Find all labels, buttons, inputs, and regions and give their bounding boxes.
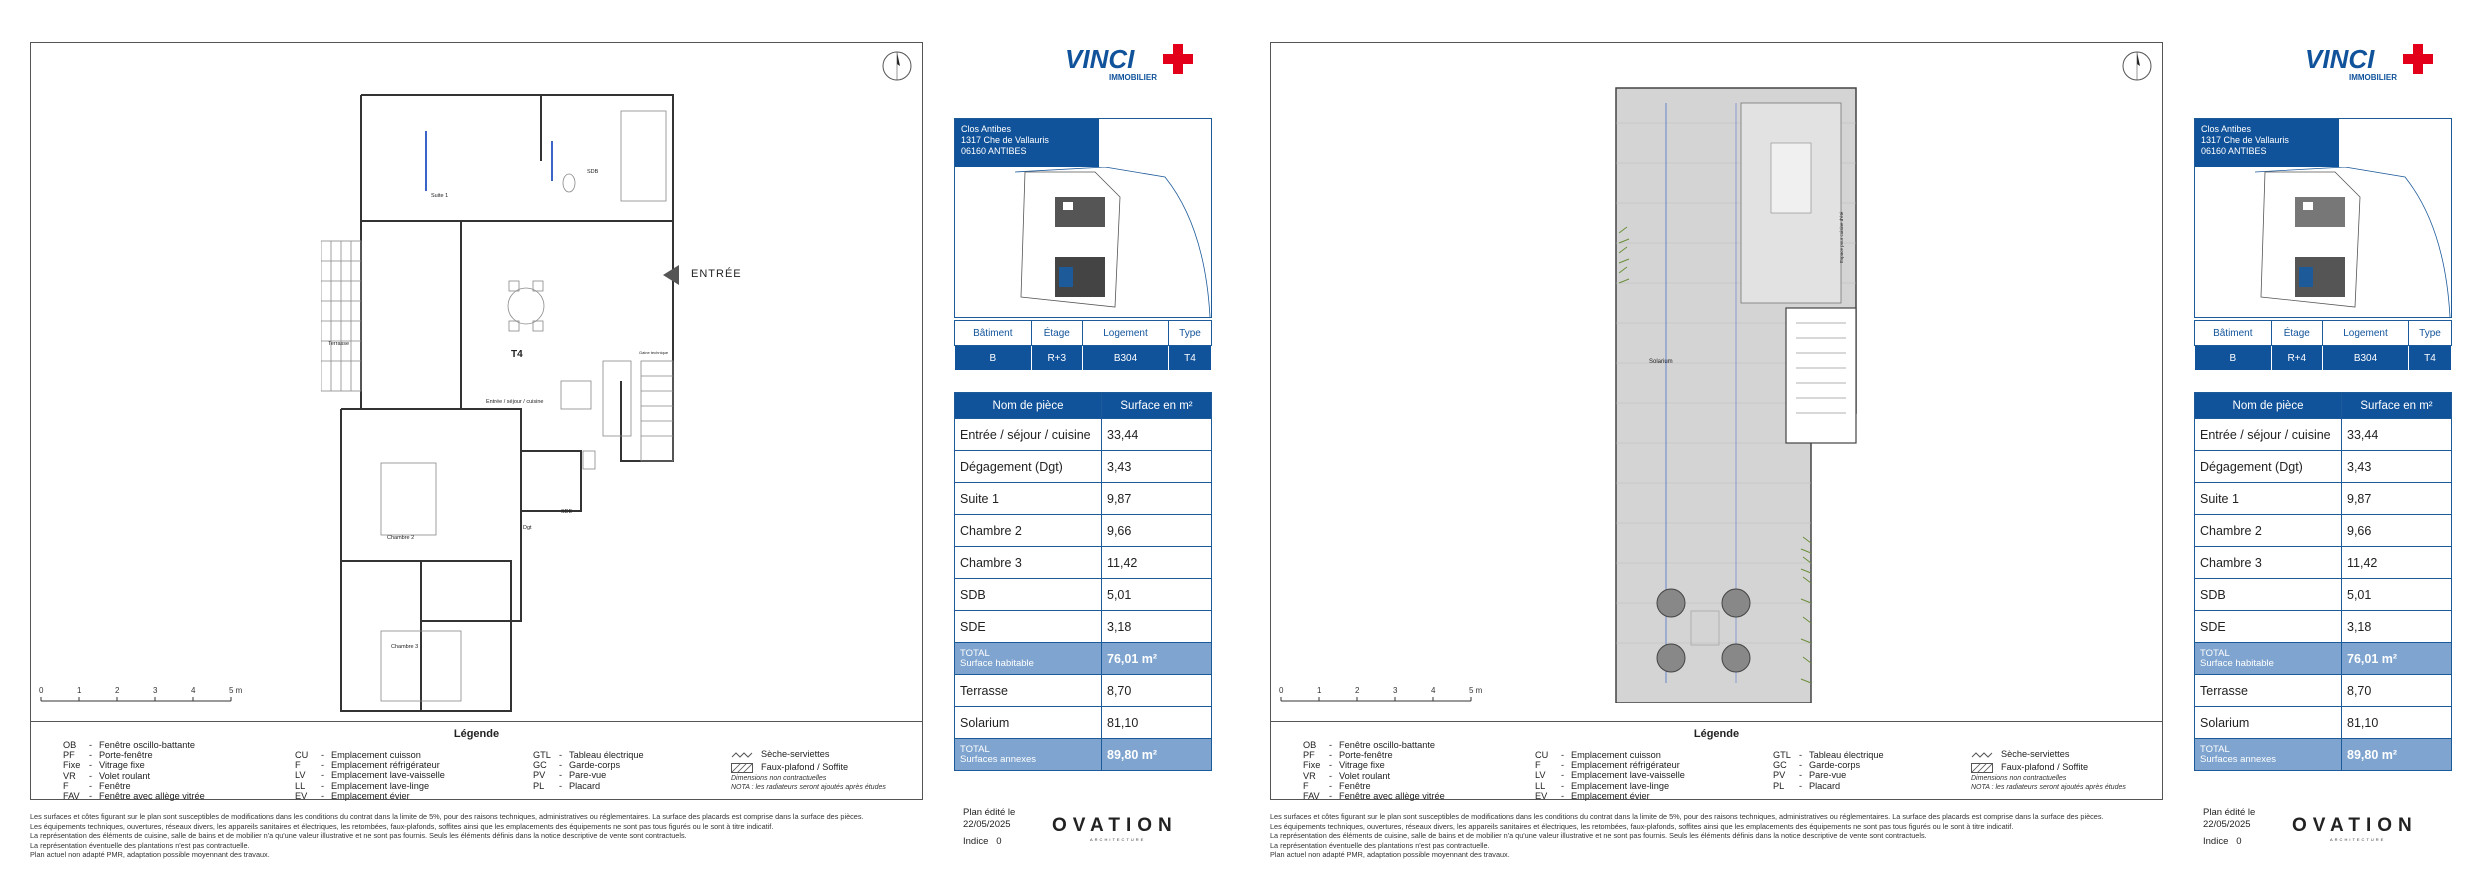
table-row: SDE 3,18	[955, 611, 1212, 643]
legend-row: Fixe - Vitrage fixe	[1303, 760, 1385, 771]
legend-row: F - Fenêtre	[1303, 780, 1371, 791]
table-row: Terrasse 8,70	[2195, 675, 2452, 707]
legend	[1270, 722, 2163, 800]
entree-label: ENTRÉE	[691, 268, 742, 280]
legend-row: VR - Volet roulant	[1303, 770, 1391, 781]
room-table	[954, 392, 1212, 771]
legend-row: F - Fenêtre	[63, 780, 131, 791]
room-header-row: Nom de pièce Surface en m²	[2195, 393, 2452, 419]
label-espace: Espace pour cuisine d'été	[1839, 211, 1844, 263]
info-header-row: Bâtiment Étage Logement Type	[2195, 321, 2452, 346]
compass-icon	[2120, 49, 2154, 83]
architect-sub: ARCHITECTURE	[2330, 837, 2386, 842]
legend-row: GTL - Tableau électrique	[533, 750, 644, 760]
label-sejour: Entrée / séjour / cuisine	[486, 399, 544, 405]
table-row: Suite 1 9,87	[2195, 483, 2452, 515]
address-box: Clos Antibes 1317 Che de Vallauris 06160 ANTIBES	[2195, 119, 2339, 167]
label-suite1: Suite 1	[431, 193, 449, 199]
legend-col-3	[533, 750, 644, 791]
label-sde: SDE	[561, 509, 573, 515]
disclaimer: Les surfaces et côtes figurant sur le plan sont susceptibles de modifications dans les conditions du contrat dans la limite de 5%, pour des raisons techniques, administratives ou réglementaires. La surface des placards est comprise dans la surface des pièces. Les équipements techniques, ouvertures, réseaux divers, les appareils sanitaires et électriques, les retombées, faux-plafonds, soffites ainsi que les emplacements des équipements ne sont pas tous figurés ou le sont à titre indicatif. La représentation des éléments de cuisine, salle de bains et de mobilier n'a qu'une valeur illustrative et ne sont pas fournis. Seuls les éléments définis dans la notice descriptive de vente sont contractuels. La représentation éventuelle des plantations n'est pas contractuelle. Plan actuel non adapté PMR, adaptation possible moyennant des travaux.	[1270, 812, 2104, 860]
legend-row: FAV - Fenêtre avec allège vitrée	[63, 791, 205, 802]
label-sdb: SDB	[587, 169, 599, 175]
indice: Indice 0	[2203, 836, 2242, 847]
scale-label-2: 2	[115, 686, 120, 695]
legend-row: PL - Placard	[533, 780, 601, 791]
info-table	[954, 320, 1212, 371]
legend	[30, 722, 923, 800]
site-map	[955, 167, 1211, 317]
svg-text:VINCI: VINCI	[2305, 44, 2375, 74]
total-habitable-row: TOTAL Surface habitable 76,01 m²	[2195, 643, 2452, 675]
scale-label-4: 4	[191, 686, 196, 695]
label-dgt: Dgt	[523, 525, 532, 531]
architect-sub: ARCHITECTURE	[1090, 837, 1146, 842]
scale-label-5: 5 m	[229, 686, 243, 695]
table-row: SDE 3,18	[2195, 611, 2452, 643]
legend-row: Faux-plafond / Soffite	[1971, 761, 2126, 774]
architect-logo: OVATION	[2292, 815, 2418, 836]
info-table	[2194, 320, 2452, 371]
legend-col-1	[63, 740, 205, 801]
svg-text:IMMOBILIER: IMMOBILIER	[1109, 73, 1157, 82]
table-row: Entrée / séjour / cuisine 33,44	[2195, 419, 2452, 451]
location-map	[954, 118, 1212, 318]
address-box: Clos Antibes 1317 Che de Vallauris 06160 ANTIBES	[955, 119, 1099, 167]
plan-frame	[30, 42, 923, 722]
legend-title: Légende	[1693, 728, 1740, 740]
legend-row: EV - Emplacement évier	[295, 790, 410, 801]
towel-radiator-icon	[731, 751, 753, 759]
legend-row: OB - Fenêtre oscillo-battante	[1303, 740, 1436, 750]
legend-row: CU - Emplacement cuisson	[295, 750, 421, 760]
table-row: Solarium 81,10	[955, 707, 1212, 739]
table-row: Chambre 2 9,66	[2195, 515, 2452, 547]
legend-col-4	[731, 748, 886, 792]
architect-logo: OVATION	[1052, 815, 1178, 836]
scale-label-2: 2	[1355, 686, 1360, 695]
disclaimer: Les surfaces et côtes figurant sur le plan sont susceptibles de modifications dans les conditions du contrat dans la limite de 5%, pour des raisons techniques, administratives ou réglementaires. La surface des placards est comprise dans la surface des pièces. Les équipements techniques, ouvertures, réseaux divers, les appareils sanitaires et électriques, les retombées, faux-plafonds, soffites ainsi que les emplacements des équipements ne sont pas tous figurés ou le sont à titre indicatif. La représentation des éléments de cuisine, salle de bains et de mobilier n'a qu'une valeur illustrative et ne sont pas fournis. Seuls les éléments définis dans la notice descriptive de vente sont contractuels. La représentation éventuelle des plantations n'est pas contractuelle. Plan actuel non adapté PMR, adaptation possible moyennant des travaux.	[30, 812, 864, 860]
scale-label-3: 3	[1393, 686, 1398, 695]
legend-col-1	[1303, 740, 1445, 801]
legend-row: PF - Porte-fenêtre	[1303, 750, 1393, 761]
legend-title: Légende	[453, 728, 500, 740]
legend-note-1: Dimensions non contractuelles	[731, 775, 827, 782]
hatch-icon	[731, 763, 753, 773]
label-gaine: Gaine technique	[639, 350, 669, 355]
legend-row: Faux-plafond / Soffite	[731, 761, 886, 774]
table-row: Chambre 2 9,66	[955, 515, 1212, 547]
info-header-row: Bâtiment Étage Logement Type	[955, 321, 1212, 346]
legend-row: F - Emplacement réfrigérateur	[1535, 760, 1680, 771]
table-row: Chambre 3 11,42	[2195, 547, 2452, 579]
plan-edited: Plan édité le 22/05/2025	[963, 807, 1016, 830]
floor-plan-r3	[321, 91, 701, 721]
legend-row: F - Emplacement réfrigérateur	[295, 760, 440, 771]
legend-note-1: Dimensions non contractuelles	[1971, 775, 2067, 782]
legend-row: GC - Garde-corps	[533, 760, 621, 771]
scale-label-5: 5 m	[1469, 686, 1483, 695]
svg-text:IMMOBILIER: IMMOBILIER	[2349, 73, 2397, 82]
plan-frame	[1270, 42, 2163, 722]
legend-row: Sèche-serviettes	[1971, 748, 2126, 761]
scale-label-4: 4	[1431, 686, 1436, 695]
label-chambre3: Chambre 3	[391, 644, 419, 650]
legend-row: LL - Emplacement lave-linge	[295, 780, 430, 791]
legend-row: PV - Pare-vue	[533, 770, 607, 781]
legend-row: VR - Volet roulant	[63, 770, 151, 781]
scale-bar	[35, 681, 255, 709]
vinci-logo-icon	[1065, 40, 1205, 84]
room-header-row: Nom de pièce Surface en m²	[955, 393, 1212, 419]
info-value-row: B R+3 B304 T4	[955, 346, 1212, 371]
table-row: SDB 5,01	[955, 579, 1212, 611]
info-value-row: B R+4 B304 T4	[2195, 346, 2452, 371]
site-map	[2195, 167, 2451, 317]
legend-col-4	[1971, 748, 2126, 792]
legend-row: PF - Porte-fenêtre	[63, 750, 153, 761]
scale-label-0: 0	[1279, 686, 1284, 695]
scale-bar	[1275, 681, 1495, 709]
plan-edited: Plan édité le 22/05/2025	[2203, 807, 2256, 830]
legend-row: GTL - Tableau électrique	[1773, 750, 1884, 760]
legend-row: PL - Placard	[1773, 780, 1841, 791]
legend-row: OB - Fenêtre oscillo-battante	[63, 740, 196, 750]
legend-row: LV - Emplacement lave-vaisselle	[295, 770, 445, 781]
plan-sheet-2	[1240, 0, 2480, 876]
indice: Indice 0	[963, 836, 1002, 847]
legend-row: EV - Emplacement évier	[1535, 790, 1650, 801]
vinci-logo-icon	[2305, 40, 2445, 84]
legend-row: LL - Emplacement lave-linge	[1535, 780, 1670, 791]
table-row: Terrasse 8,70	[955, 675, 1212, 707]
legend-row: PV - Pare-vue	[1773, 770, 1847, 781]
arrow-left-icon	[663, 265, 679, 285]
total-annexes-row: TOTAL Surfaces annexes 89,80 m²	[2195, 739, 2452, 771]
legend-col-3	[1773, 750, 1884, 791]
location-map	[2194, 118, 2452, 318]
scale-label-1: 1	[77, 686, 82, 695]
table-row: Solarium 81,10	[2195, 707, 2452, 739]
label-chambre2: Chambre 2	[387, 535, 415, 541]
legend-row: LV - Emplacement lave-vaisselle	[1535, 770, 1685, 781]
hatch-icon	[1971, 763, 1993, 773]
towel-radiator-icon	[1971, 751, 1993, 759]
legend-row: CU - Emplacement cuisson	[1535, 750, 1661, 760]
label-terrasse: Terrasse	[328, 341, 350, 347]
legend-row: FAV - Fenêtre avec allège vitrée	[1303, 791, 1445, 802]
svg-text:VINCI: VINCI	[1065, 44, 1135, 74]
floor-plan-r4	[1611, 83, 1911, 703]
table-row: Suite 1 9,87	[955, 483, 1212, 515]
table-row: Dégagement (Dgt) 3,43	[955, 451, 1212, 483]
scale-label-0: 0	[39, 686, 44, 695]
legend-row: GC - Garde-corps	[1773, 760, 1861, 771]
scale-label-3: 3	[153, 686, 158, 695]
compass-icon	[880, 49, 914, 83]
label-t4: T4	[511, 349, 523, 360]
table-row: Dégagement (Dgt) 3,43	[2195, 451, 2452, 483]
legend-col-2	[1535, 750, 1685, 801]
label-solarium: Solarium	[1649, 359, 1673, 365]
legend-note-2: NOTA : les radiateurs seront ajoutés après études	[1971, 784, 2126, 791]
legend-col-2	[295, 750, 445, 801]
scale-label-1: 1	[1317, 686, 1322, 695]
total-annexes-row: TOTAL Surfaces annexes 89,80 m²	[955, 739, 1212, 771]
legend-row: Fixe - Vitrage fixe	[63, 760, 145, 771]
legend-row: Sèche-serviettes	[731, 748, 886, 761]
table-row: SDB 5,01	[2195, 579, 2452, 611]
room-table	[2194, 392, 2452, 771]
table-row: Chambre 3 11,42	[955, 547, 1212, 579]
total-habitable-row: TOTAL Surface habitable 76,01 m²	[955, 643, 1212, 675]
legend-note-2: NOTA : les radiateurs seront ajoutés après études	[731, 784, 886, 791]
table-row: Entrée / séjour / cuisine 33,44	[955, 419, 1212, 451]
